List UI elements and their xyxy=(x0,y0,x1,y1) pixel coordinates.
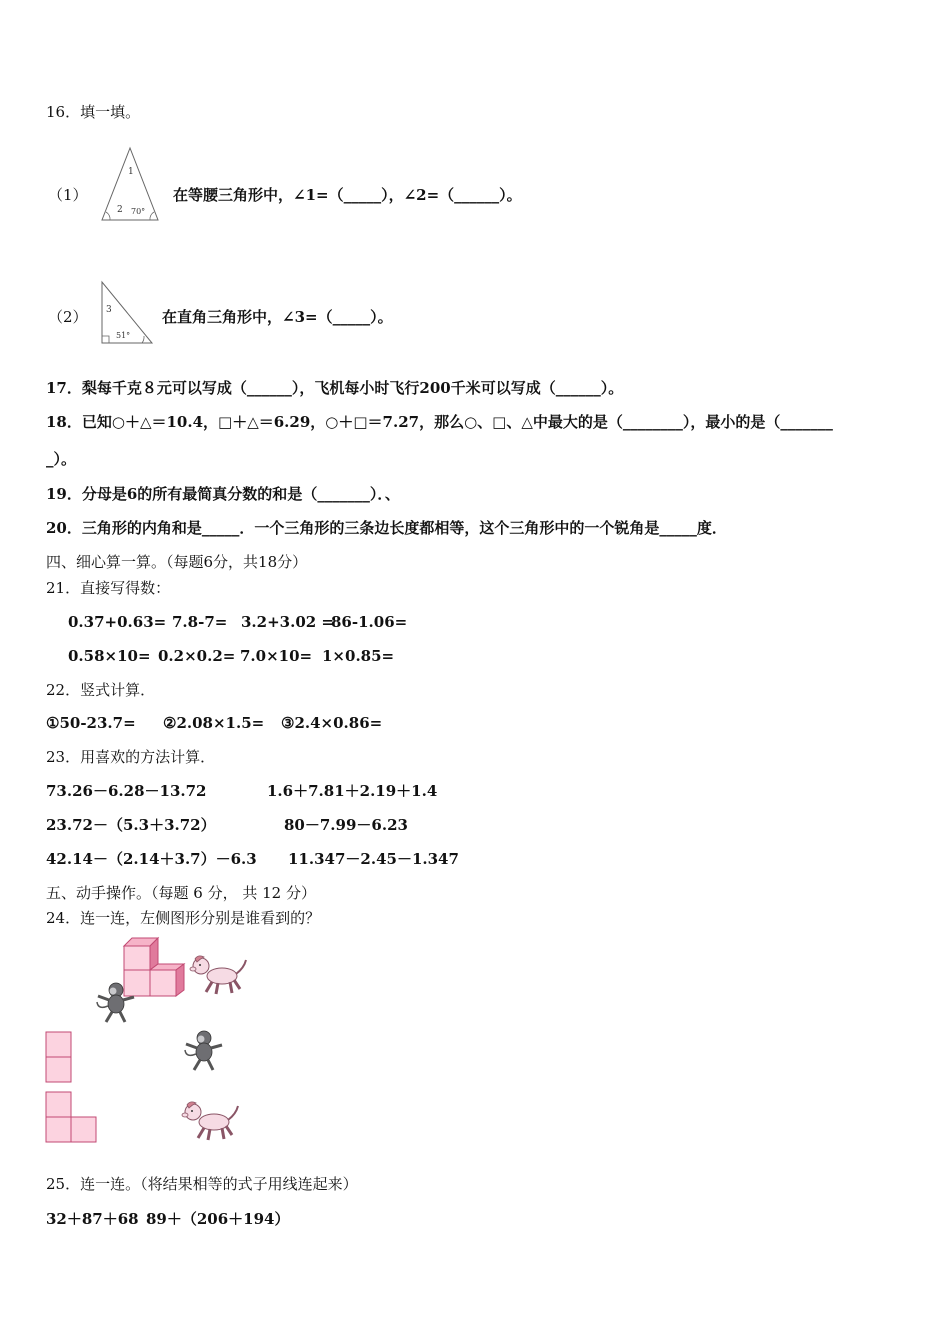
q19-text: 19．分母是6的所有最简真分数的和是（_______）．、 xyxy=(46,485,400,503)
q23-title: 23．用喜欢的方法计算． xyxy=(46,748,216,766)
q23-expr: 1.6＋7.81＋2.19＋1.4 xyxy=(267,782,438,800)
q21-item: 7.0×10= xyxy=(240,647,313,665)
q21-item: 1×0.85= xyxy=(322,647,395,665)
q23-expr: 73.26－6.28－13.72 xyxy=(46,782,207,800)
q18-line2: _）。 xyxy=(46,450,77,468)
tri1-angle-70: 70° xyxy=(131,207,146,216)
tri1-angle-1: 1 xyxy=(128,167,134,177)
q22-title: 22．竖式计算． xyxy=(46,681,156,699)
tri2-angle-51: 51° xyxy=(116,331,131,340)
q23-expr: 42.14－（2.14＋3.7）－6.3 xyxy=(46,850,257,868)
tri1-angle-2: 2 xyxy=(117,205,123,215)
q23-expr: 11.347－2.45－1.347 xyxy=(288,850,459,868)
q23-row xyxy=(46,815,408,835)
q21-row1 xyxy=(68,612,407,632)
section4-heading: 四、细心算一算。（每题6分，共18分） xyxy=(46,553,308,571)
q21-item: 0.37+0.63= xyxy=(68,613,167,631)
q22-item: ③2.4×0.86= xyxy=(281,714,383,732)
two-square-view xyxy=(44,1030,74,1086)
q23-expr: 80－7.99－6.23 xyxy=(284,816,408,834)
q21-title: 21．直接写得数： xyxy=(46,579,171,597)
q25-expr: 89＋（206＋194） xyxy=(146,1210,290,1228)
q16-title: 16．填一填。 xyxy=(46,103,141,121)
q21-item: 0.58×10= xyxy=(68,647,151,665)
q16-part1-label: （1） xyxy=(48,186,88,204)
right-triangle-figure xyxy=(97,278,157,348)
q21-item: 86-1.06= xyxy=(331,613,408,631)
q20-text: 20．三角形的内角和是_____．一个三角形的三条边长度都相等，这个三角形中的一个锐角是_____度． xyxy=(46,519,727,537)
q21-item: 0.2×0.2= xyxy=(158,647,236,665)
q18-line1: 18．已知○＋△＝10.4，□＋△＝6.29，○＋□＝7.27，那么○、□、△中最大的是（________），最小的是（_______ xyxy=(46,413,833,431)
q22-items xyxy=(46,713,382,733)
q16-part2-text: 在直角三角形中，∠3=（_____）。 xyxy=(162,308,393,326)
section5-heading: 五、动手操作。（每题 6 分， 共 12 分） xyxy=(46,884,316,902)
q25-items xyxy=(46,1209,290,1229)
q22-item: ①50-23.7= xyxy=(46,714,136,732)
q21-item: 3.2+3.02 = xyxy=(241,613,334,631)
dog-icon xyxy=(180,1098,242,1142)
q21-row2 xyxy=(68,646,394,666)
q24-title: 24．连一连，左侧图形分别是谁看到的？ xyxy=(46,909,321,927)
isosceles-triangle-figure xyxy=(98,144,162,226)
q23-row xyxy=(46,849,459,869)
q25-title: 25．连一连。（将结果相等的式子用线连起来） xyxy=(46,1175,358,1193)
q21-item: 7.8-7= xyxy=(172,613,228,631)
q25-expr: 32＋87＋68 xyxy=(46,1210,139,1228)
monkey-icon xyxy=(180,1028,226,1074)
q23-expr: 23.72－（5.3＋3.72） xyxy=(46,816,216,834)
q22-item: ②2.08×1.5= xyxy=(163,714,265,732)
dog-icon xyxy=(188,952,250,996)
q17-text: 17．梨每千克８元可以写成（______），飞机每小时飞行200千米可以写成（______）。 xyxy=(46,379,624,397)
q23-row xyxy=(46,781,437,801)
q16-part2-label: （2） xyxy=(48,308,88,326)
q16-part1-text: 在等腰三角形中，∠1=（_____），∠2=（______）。 xyxy=(173,186,522,204)
tri2-angle-3: 3 xyxy=(106,305,112,315)
l-shape-view xyxy=(44,1090,100,1146)
monkey-icon xyxy=(92,980,138,1026)
